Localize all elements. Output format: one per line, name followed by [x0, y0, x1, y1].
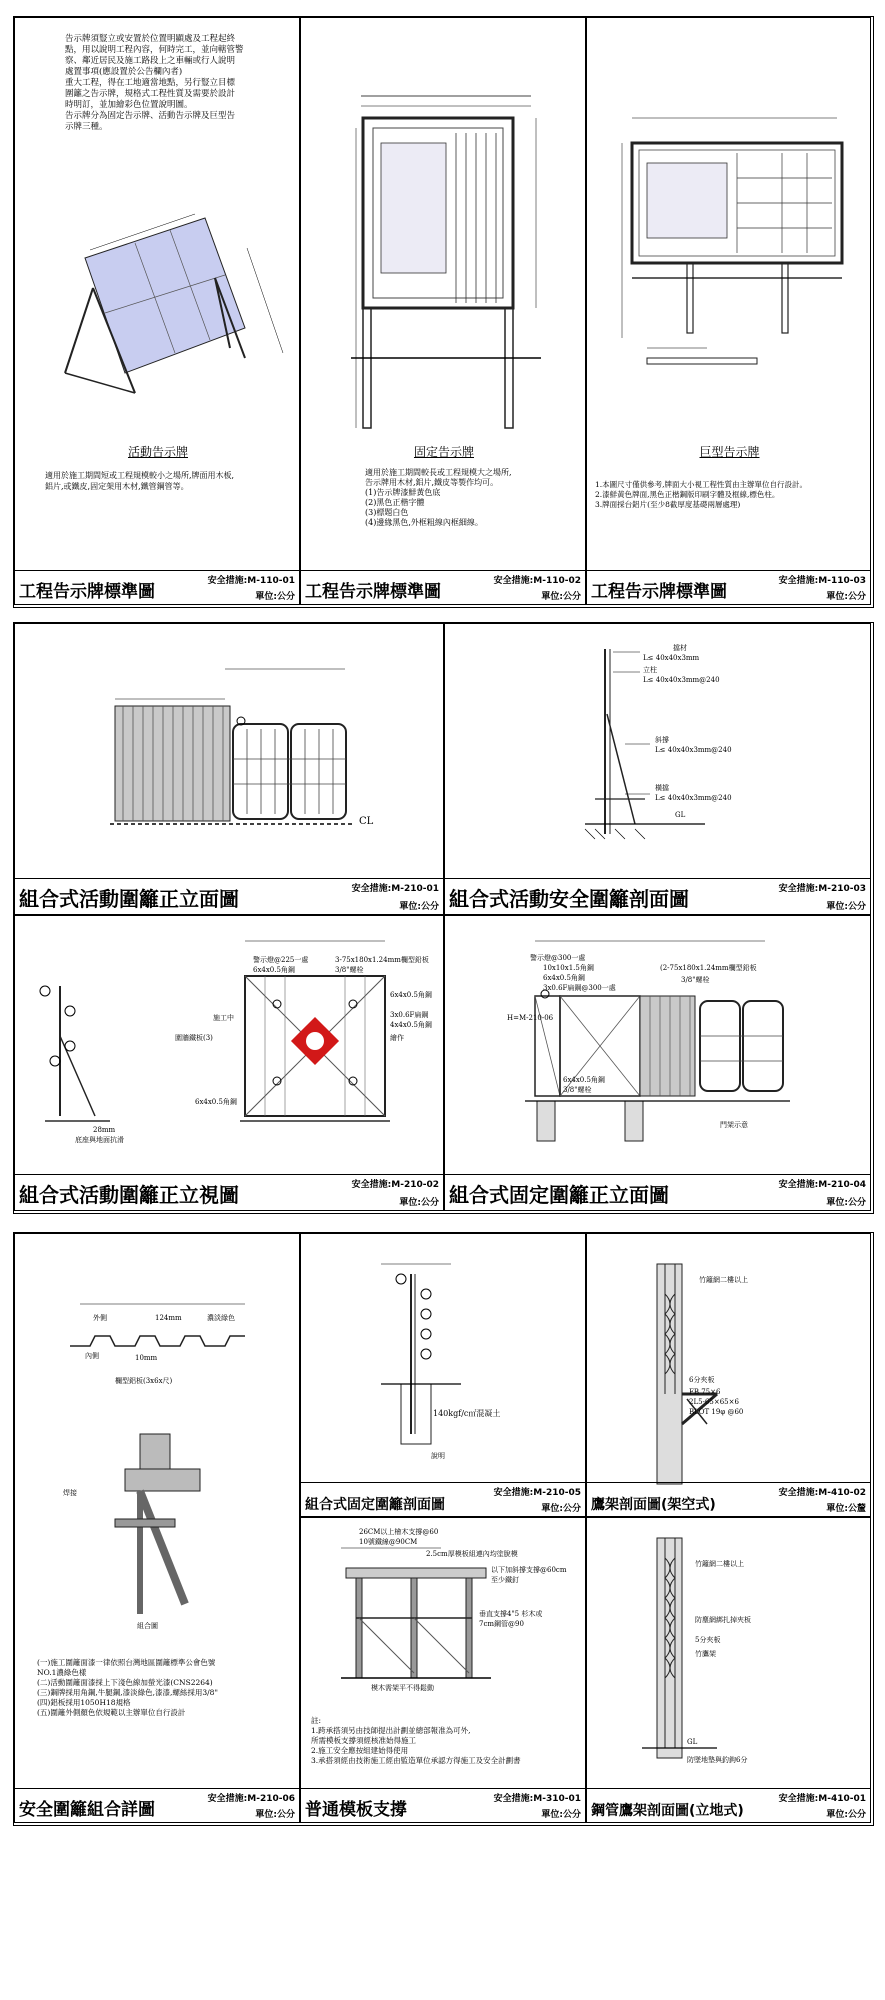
note-line: 察、鄰近居民及施工路段上之車輛或行人說明: [65, 56, 236, 66]
label-base-angle: 6x4x0.5角鋼: [195, 1098, 237, 1106]
cell-mobile-fence-section: [444, 623, 871, 915]
note-line: (二)活動圍籬面漆採上下淺色線加螢光漆(CNS2264): [37, 1678, 213, 1687]
ground-scaffold-drawing: [587, 1518, 871, 1768]
drawing-code: 安全措施:M-210-04: [778, 1180, 866, 1190]
label-124mm: 124mm: [155, 1314, 182, 1322]
title-block: [15, 1174, 443, 1210]
title-block: [587, 570, 870, 604]
label-brace-spec: L≤ 40x40x3mm@240: [655, 746, 732, 754]
note-line: (2)黑色正楷字體: [365, 498, 425, 507]
drawing-title: 工程告示牌標準圖: [591, 582, 727, 602]
note-line: 點，用以說明工程內容，何時完工，並向轄管警: [65, 45, 244, 55]
label-angle-large: 10x10x1.5角鋼: [543, 964, 594, 972]
label-10mm: 10mm: [135, 1354, 158, 1362]
usage-note: [365, 468, 585, 528]
mobile-sign-drawing: [15, 18, 300, 418]
label-bolt: 3/8"螺栓: [681, 976, 710, 984]
note-line: 註:: [311, 1716, 322, 1725]
label-support: 26CM以上檜木支撐@60: [359, 1528, 439, 1536]
label-bamboo-net: 竹籬網二樓以上: [699, 1276, 748, 1284]
title-block: [587, 1788, 870, 1822]
label-angle: 6x4x0.5角鋼: [253, 966, 295, 974]
drawing-title: 組合式固定圍籬剖面圖: [305, 1497, 445, 1513]
label-ref: H=M-210-06: [507, 1014, 554, 1022]
note-line: 2.施工安全應按組建始得使用: [311, 1746, 409, 1755]
usage-note: [595, 480, 870, 510]
overhang-scaffold-drawing: [587, 1234, 871, 1484]
note-line: 適用於施工期間較長或工程規模大之場所,: [365, 468, 512, 477]
title-block: [15, 570, 299, 604]
label-assembly: 組合圖: [137, 1622, 158, 1630]
note-line: 時明訂，並加繪彩色位置說明圖。: [65, 100, 193, 110]
drawing-title: 組合式活動圍籬正立面圖: [19, 887, 239, 911]
drawing-unit: 單位:公分: [541, 592, 581, 602]
label-panel-spec: L≤ 40x40x3mm: [643, 654, 700, 662]
label-gate: 門架示意: [720, 1121, 748, 1129]
label-weld: 焊接: [63, 1489, 77, 1497]
cell-formwork-support: [300, 1517, 586, 1823]
title-block: [15, 1788, 299, 1822]
drawing-unit: 單位:公分: [826, 592, 866, 602]
title-block: [15, 878, 443, 914]
cell-large-sign: [586, 17, 871, 605]
label-angle: 6x4x0.5角鋼: [543, 974, 585, 982]
label-panel-size: 欄型鋁板(3x6x尺): [115, 1377, 173, 1385]
label-angle-3: 4x4x0.5角鋼: [390, 1021, 432, 1029]
drawing-unit: 單位:公分: [255, 1810, 295, 1820]
label-warning-light: 警示燈@225一處: [253, 956, 309, 964]
fixed-sign-drawing: [301, 18, 586, 438]
label-panel-spec: 3-75x180x1.24mm欄型鉛板: [335, 956, 429, 964]
note-line: 1.本圖尺寸僅供參考,牌面大小視工程性質由主辦單位自行設計。: [595, 480, 808, 489]
sheet-fence-drawings: [13, 622, 874, 1214]
drawing-code: 安全措施:M-210-01: [351, 884, 439, 894]
title-block: [301, 570, 585, 604]
drawing-title: 組合式活動圍籬正立視圖: [19, 1183, 239, 1207]
drawing-code: 安全措施:M-110-03: [778, 576, 866, 586]
label-pad: 防墜地墊與釣鉤6分: [687, 1756, 748, 1764]
note-line: (五)圍籬外側顏色依規範以主辦單位自行設計: [37, 1708, 186, 1717]
cell-ground-scaffold: [586, 1517, 871, 1823]
label-panel-spec: (2-75x180x1.24mm欄型鉛板: [660, 964, 757, 972]
drawing-code: 安全措施:M-210-05: [493, 1488, 581, 1498]
label-level: 模木需架平不得鬆動: [371, 1684, 434, 1692]
label-bamboo-scaffold: 竹鷹架: [695, 1650, 716, 1658]
cell-mobile-fence-elevation: [14, 623, 444, 915]
label-pipe: 7cm鋼管@90: [479, 1620, 524, 1628]
label-plywood: 5分夾板: [695, 1636, 721, 1644]
label-gl: GL: [675, 811, 686, 819]
note-line: 鋁片,或鐵皮,固定架用木材,鐵管鋼管等。: [45, 482, 189, 491]
cell-mobile-fence-front: [14, 915, 444, 1211]
note-line: (3)標題白色: [365, 508, 409, 517]
drawing-unit: 單位:公釐: [826, 1504, 866, 1514]
drawing-title: 組合式固定圍籬正立面圖: [449, 1183, 669, 1207]
label-flat-bar: 3x0.6F扁鋼@300一處: [543, 984, 616, 992]
label-concrete: 140kgf/c㎡混凝土: [433, 1409, 501, 1418]
label-brace: 以下加斜撐支撐@60cm: [491, 1566, 567, 1574]
note-line: NO.1濃綠色樣: [37, 1668, 87, 1677]
label-dust-net: 防塵網綁扎掉夾板: [695, 1616, 751, 1624]
usage-note: [45, 470, 295, 492]
mobile-fence-elevation-drawing: [15, 624, 444, 884]
label-rail: 橫擋: [655, 784, 669, 792]
label-nail: 至少鐵釘: [491, 1576, 519, 1584]
sheet-fence-scaffold-details: [13, 1232, 874, 1826]
drawing-code: 安全措施:M-210-03: [778, 884, 866, 894]
drawing-unit: 單位:公分: [826, 1810, 866, 1820]
label-color: 濃淡綠色: [207, 1314, 235, 1322]
cell-overhang-scaffold: [586, 1233, 871, 1517]
note-line: 圍籬之告示牌，規格式工程性質及需要於設計: [65, 89, 236, 99]
drawing-code: 安全措施:M-310-01: [493, 1794, 581, 1804]
note-line: 1.跨承搭須另由技師提出計劃並總部報准為可外,: [311, 1726, 471, 1735]
label-wire: 10號鐵線@90CM: [359, 1538, 418, 1546]
title-block: [587, 1482, 870, 1516]
drawing-unit: 單位:公分: [399, 902, 439, 912]
fixed-fence-section-drawing: [301, 1234, 586, 1484]
label-outer: 外側: [93, 1314, 107, 1322]
title-block: [301, 1482, 585, 1516]
large-sign-drawing: [587, 18, 871, 438]
label-fence-plate: 圍牆鐵板(3): [175, 1034, 213, 1042]
title-block: [445, 878, 870, 914]
drawing-title: 安全圍籬組合詳圖: [19, 1800, 155, 1820]
title-block: [445, 1174, 870, 1210]
label-brace: 斜撐: [655, 736, 669, 744]
drawing-unit: 單位:公分: [541, 1504, 581, 1514]
cell-mobile-sign: [14, 17, 300, 605]
cell-fixed-sign: [300, 17, 586, 605]
drawing-code: 安全措施:M-110-02: [493, 576, 581, 586]
drawing-code: 安全措施:M-410-02: [778, 1488, 866, 1498]
note-line: (四)鋁板採用1050H18規格: [37, 1698, 131, 1707]
cell-fixed-fence-elevation: [444, 915, 871, 1211]
note-line: 3.牌面採台鋁片(至少8截厚度基礎兩層處理): [595, 500, 741, 509]
label-panel: 擋材: [673, 644, 687, 652]
note-line: 所需模板支撐須經核准始得施工: [311, 1736, 416, 1745]
label-base-bolt: 3/8"螺栓: [563, 1086, 592, 1094]
drawing-title: 工程告示牌標準圖: [19, 582, 155, 602]
note-line: (三)鋼牌採用角鋼,牛腿鋼,漆淡綠色,漆漆,螺絲採用3/8": [37, 1688, 218, 1697]
cell-fixed-fence-section: [300, 1233, 586, 1517]
note-line: 適用於施工期間短或工程規模較小之場所,牌面用木板,: [45, 471, 235, 480]
label-rail-spec: L≤ 40x40x3mm@240: [655, 794, 732, 802]
label-formwork: 2.5cm厚模板組連內均塗脫模: [426, 1550, 518, 1558]
label-work: 繪作: [390, 1034, 404, 1042]
mobile-fence-section-drawing: [445, 624, 871, 884]
label-angle: 2L5-65×65×6: [689, 1398, 739, 1406]
drawing-title: 普通模板支撐: [305, 1800, 407, 1820]
note-line: (一)施工圍籬面漆一律依照台灣地區圍籬標準公會色號: [37, 1658, 216, 1667]
label-fb: FB 75×6: [689, 1388, 721, 1396]
drawing-title: 鋼管鷹架剖面圖(立地式): [591, 1803, 744, 1819]
drawing-code: 安全措施:M-110-01: [207, 576, 295, 586]
note-line: (4)邊緣黑色,外框粗線內框細線。: [365, 518, 483, 527]
drawing-title: 組合式活動安全圍籬剖面圖: [449, 887, 689, 911]
label-bolt: 3/8"螺栓: [335, 966, 364, 974]
label-vertical: 垂直支撐4"5 杉木或: [479, 1610, 543, 1618]
label-under-construction: 施工中: [213, 1014, 234, 1022]
label-gl: GL: [687, 1738, 698, 1746]
label-angle-2: 6x4x0.5角鋼: [390, 991, 432, 999]
drawing-unit: 單位:公分: [541, 1810, 581, 1820]
caption-mobile-sign: 活動告示牌: [127, 445, 188, 459]
drawing-code: 安全措施:M-210-02: [351, 1180, 439, 1190]
label-28mm: 28mm: [93, 1126, 116, 1134]
label-cl: CL: [359, 816, 374, 827]
drawing-unit: 單位:公分: [255, 592, 295, 602]
label-plywood: 6分夾板: [689, 1376, 715, 1384]
title-block: [301, 1788, 585, 1822]
formwork-support-drawing: [301, 1518, 586, 1718]
label-bolt: BLOT 19φ @60: [689, 1408, 744, 1416]
note-line: (1)告示牌漆鮮黃色底: [365, 488, 441, 497]
label-bamboo-net: 竹籬網二樓以上: [695, 1560, 744, 1568]
caption-large-sign: 巨型告示牌: [699, 445, 760, 459]
drawing-code: 安全措施:M-410-01: [778, 1794, 866, 1804]
label-inner: 內側: [85, 1352, 99, 1360]
formwork-notes: [311, 1716, 583, 1766]
note-line: 處置事項(應設置於公告欄內者): [65, 67, 183, 77]
drawing-unit: 單位:公分: [826, 1198, 866, 1208]
drawing-unit: 單位:公分: [826, 902, 866, 912]
note-line: 告示牌分為固定告示牌、活動告示牌及巨型告: [65, 111, 236, 121]
fence-notes: [37, 1658, 297, 1718]
note-line: 2.漆鮮黃色牌面,黑色正楷鋼版印刷字體及框線,標色柱。: [595, 490, 780, 499]
drawing-title: 鷹架剖面圖(架空式): [591, 1497, 716, 1513]
drawing-title: 工程告示牌標準圖: [305, 582, 441, 602]
label-post-spec: L≤ 40x40x3mm@240: [643, 676, 720, 684]
note-line: 告示牌用木材,鋁片,鐵皮等製作均可。: [365, 478, 499, 487]
label-note: 說明: [431, 1452, 445, 1460]
note-line: 重大工程，得在工地適當地點，另行豎立目標: [65, 78, 236, 88]
cell-fence-assembly-detail: [14, 1233, 300, 1823]
note-line: 示牌三種。: [65, 122, 108, 132]
drawing-code: 安全措施:M-210-06: [207, 1794, 295, 1804]
note-line: 告示牌須豎立或安置於位置明顯處及工程起終: [65, 34, 236, 44]
caption-fixed-sign: 固定告示牌: [413, 445, 474, 459]
label-post: 立柱: [643, 666, 657, 674]
sheet-sign-standards: [13, 16, 874, 608]
label-base-angle: 6x4x0.5角鋼: [563, 1076, 605, 1084]
label-base-note: 底座與地面抗滑: [75, 1136, 124, 1144]
label-flat-bar: 3x0.6F扁鋼: [390, 1011, 429, 1019]
fixed-fence-elevation-drawing: [445, 916, 871, 1176]
note-line: 3.承搭須經由技術施工經由監造單位承認方得施工及安全計劃書: [311, 1756, 521, 1765]
drawing-unit: 單位:公分: [399, 1198, 439, 1208]
label-warning-light: 警示燈@300一處: [530, 954, 586, 962]
